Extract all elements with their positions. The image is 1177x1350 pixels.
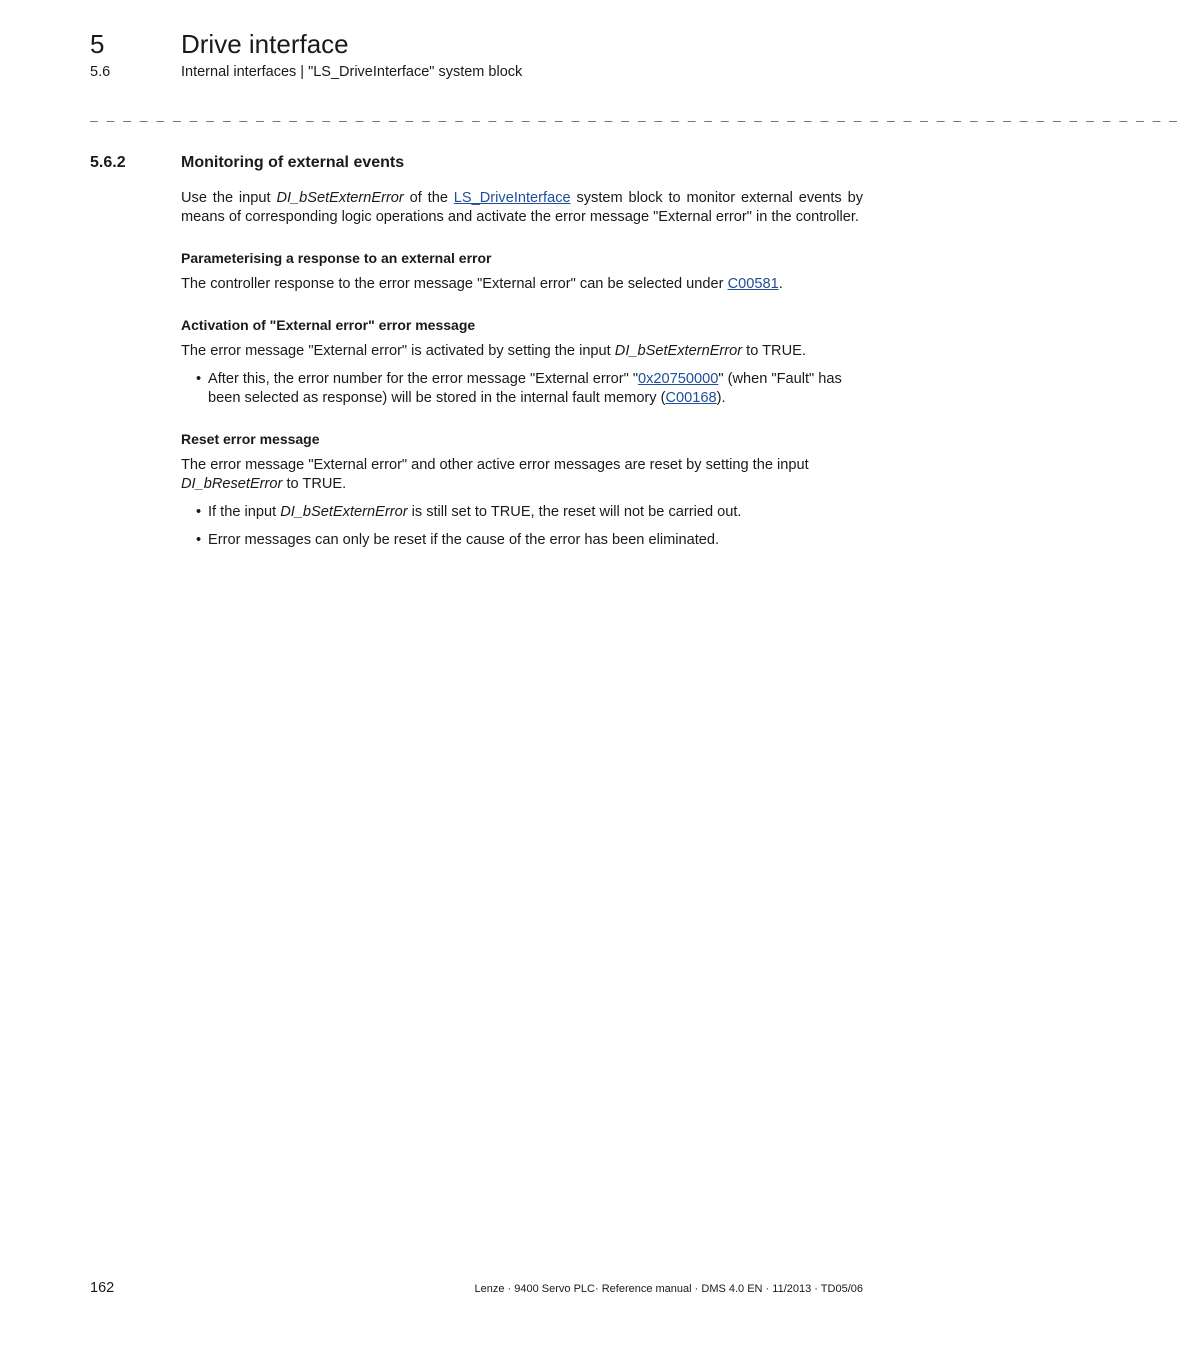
footer-text: Lenze · 9400 Servo PLC· Reference manual · DMS 4.0 EN · 11/2013 · TD05/06 [474,1283,863,1295]
subchapter-title: Internal interfaces | "LS_DriveInterface" system block [181,64,523,80]
section-content [181,189,863,572]
c00581-link[interactable]: C00581 [727,276,779,292]
intro-text-3: system block to monitor external events by means of corresponding logic operations and activate the error message "External error" in the controller. [181,190,863,225]
activation-bullet-text-3: ). [716,390,726,406]
reset-heading: Reset error message [181,431,320,447]
section-number: 5.6.2 [90,154,126,171]
bullet-icon: • [196,504,202,520]
activation-list [181,370,863,408]
param-text-2: . [778,276,783,292]
list-item [181,531,863,550]
bullet-icon: • [196,371,202,387]
list-item [181,503,863,522]
intro-variable: DI_bSetExternError [276,190,404,206]
reset-bullet-variable: DI_bSetExternError [280,504,408,520]
intro-paragraph [181,189,863,227]
header-separator: _ _ _ _ _ _ _ _ _ _ _ _ _ _ _ _ _ _ _ _ _ _ _ _ _ _ _ _ _ _ _ _ _ _ _ _ _ _ _ _ _ _ _ _ _ _ _ _ _ _ _ _ _ _ _ _ _ _ _ _ _ _ _ _ _ _ [90,109,1177,124]
param-paragraph [181,275,863,294]
error-number-link[interactable]: 0x20750000 [638,371,719,387]
reset-bullet-text-1: If the input [208,504,281,520]
ls-driveinterface-link[interactable]: LS_DriveInterface [453,190,571,206]
activation-bullet-text-2: " (when "Fault" has been selected as response) will be stored in the internal fault memory ( [208,371,842,406]
activation-variable: DI_bSetExternError [614,343,743,359]
reset-list [181,503,863,550]
reset-bullet-text-2: is still set to TRUE, the reset will not be carried out. [407,504,742,520]
reset-paragraph [181,456,863,494]
section-title: Monitoring of external events [181,154,405,171]
activation-text-1: The error message "External error" is activated by setting the input [181,343,615,359]
reset-text-2: to TRUE. [282,476,347,492]
chapter-title: Drive interface [181,29,349,59]
intro-text-1: Use the input [181,190,277,206]
activation-text-2: to TRUE. [742,343,806,359]
subchapter-number: 5.6 [90,64,111,80]
chapter-number: 5 [90,29,105,59]
activation-paragraph [181,342,863,361]
reset-text-1: The error message "External error" and other active error messages are reset by setting the input [181,457,809,473]
c00168-link[interactable]: C00168 [665,390,717,406]
list-item [181,370,863,408]
param-text-1: The controller response to the error message "External error" can be selected under [181,276,728,292]
page-number: 162 [90,1280,115,1296]
param-heading: Parameterising a response to an external error [181,250,492,266]
reset-bullet-2-text: Error messages can only be reset if the cause of the error has been eliminated. [208,532,720,548]
intro-text-2: of the [403,190,454,206]
bullet-icon: • [196,532,202,548]
activation-bullet-text-1: After this, the error number for the error message "External error" " [208,371,639,387]
activation-heading: Activation of "External error" error message [181,317,476,333]
reset-variable: DI_bResetError [181,476,283,492]
